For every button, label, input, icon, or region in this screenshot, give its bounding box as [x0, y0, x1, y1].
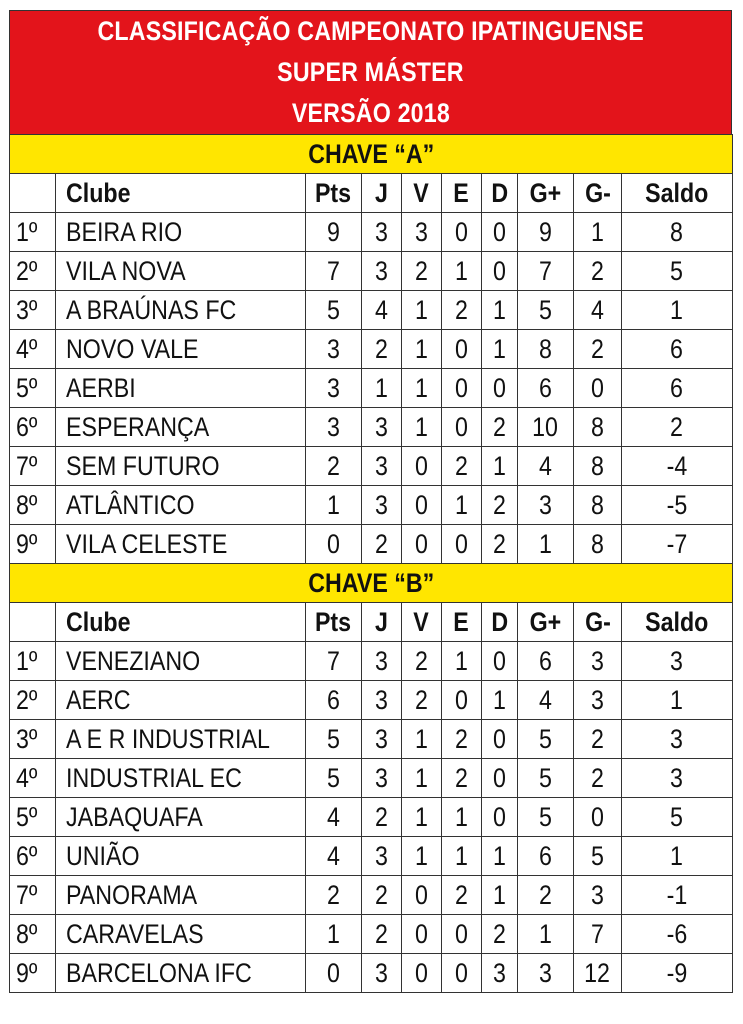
club-cell: VILA NOVA	[56, 252, 306, 291]
points-cell: 4	[306, 798, 362, 837]
wins-cell: 0	[402, 915, 442, 954]
goal-difference-cell: 3	[622, 759, 733, 798]
header-goals-against: G-	[574, 603, 622, 642]
club-cell: JABAQUAFA	[56, 798, 306, 837]
goals-against-cell: 4	[574, 291, 622, 330]
losses-cell: 0	[482, 798, 518, 837]
header-goals-against: G-	[574, 174, 622, 213]
draws-cell: 2	[442, 876, 482, 915]
points-cell: 5	[306, 291, 362, 330]
points-cell: 2	[306, 447, 362, 486]
table-row	[10, 798, 733, 837]
games-cell: 3	[362, 759, 402, 798]
goals-against-cell: 5	[574, 837, 622, 876]
goals-for-cell: 5	[518, 798, 574, 837]
games-cell: 3	[362, 681, 402, 720]
wins-cell: 0	[402, 954, 442, 993]
goals-against-cell: 8	[574, 525, 622, 564]
points-cell: 5	[306, 720, 362, 759]
goals-against-cell: 0	[574, 369, 622, 408]
club-cell: A BRAÚNAS FC	[56, 291, 306, 330]
games-cell: 3	[362, 837, 402, 876]
table-row	[10, 720, 733, 759]
goals-against-cell: 2	[574, 330, 622, 369]
points-cell: 7	[306, 252, 362, 291]
goal-difference-cell: -6	[622, 915, 733, 954]
goal-difference-cell: -7	[622, 525, 733, 564]
position-cell: 8º	[10, 486, 56, 525]
position-cell: 1º	[10, 642, 56, 681]
position-cell: 6º	[10, 837, 56, 876]
goal-difference-cell: -5	[622, 486, 733, 525]
goals-for-cell: 8	[518, 330, 574, 369]
header-goal-difference: Saldo	[622, 603, 733, 642]
goals-against-cell: 3	[574, 681, 622, 720]
goals-for-cell: 1	[518, 525, 574, 564]
losses-cell: 0	[482, 369, 518, 408]
table-row	[10, 954, 733, 993]
club-cell: AERC	[56, 681, 306, 720]
games-cell: 3	[362, 486, 402, 525]
group-header-row	[10, 135, 733, 174]
wins-cell: 0	[402, 486, 442, 525]
games-cell: 2	[362, 525, 402, 564]
losses-cell: 0	[482, 759, 518, 798]
wins-cell: 1	[402, 759, 442, 798]
goal-difference-cell: -4	[622, 447, 733, 486]
wins-cell: 2	[402, 642, 442, 681]
losses-cell: 2	[482, 915, 518, 954]
goals-for-cell: 5	[518, 759, 574, 798]
games-cell: 3	[362, 954, 402, 993]
goal-difference-cell: 1	[622, 681, 733, 720]
column-header-row	[10, 603, 733, 642]
club-cell: CARAVELAS	[56, 915, 306, 954]
goals-against-cell: 0	[574, 798, 622, 837]
title-line-3: VERSÃO 2018	[291, 98, 450, 128]
goals-against-cell: 7	[574, 915, 622, 954]
position-cell: 6º	[10, 408, 56, 447]
table-row	[10, 759, 733, 798]
draws-cell: 1	[442, 798, 482, 837]
losses-cell: 2	[482, 525, 518, 564]
losses-cell: 3	[482, 954, 518, 993]
draws-cell: 1	[442, 252, 482, 291]
goal-difference-cell: 2	[622, 408, 733, 447]
goals-for-cell: 5	[518, 291, 574, 330]
goals-against-cell: 2	[574, 252, 622, 291]
table-row	[10, 408, 733, 447]
draws-cell: 2	[442, 759, 482, 798]
club-cell: INDUSTRIAL EC	[56, 759, 306, 798]
club-cell: AERBI	[56, 369, 306, 408]
goals-against-cell: 2	[574, 720, 622, 759]
draws-cell: 0	[442, 954, 482, 993]
goals-for-cell: 5	[518, 720, 574, 759]
goal-difference-cell: 5	[622, 798, 733, 837]
goal-difference-cell: -9	[622, 954, 733, 993]
losses-cell: 1	[482, 447, 518, 486]
games-cell: 3	[362, 252, 402, 291]
draws-cell: 0	[442, 213, 482, 252]
goals-for-cell: 7	[518, 252, 574, 291]
header-points: Pts	[306, 603, 362, 642]
draws-cell: 0	[442, 525, 482, 564]
goals-against-cell: 1	[574, 213, 622, 252]
draws-cell: 0	[442, 681, 482, 720]
games-cell: 2	[362, 915, 402, 954]
header-games: J	[362, 174, 402, 213]
table-row	[10, 369, 733, 408]
wins-cell: 3	[402, 213, 442, 252]
points-cell: 6	[306, 681, 362, 720]
position-cell: 7º	[10, 876, 56, 915]
games-cell: 2	[362, 876, 402, 915]
draws-cell: 2	[442, 291, 482, 330]
wins-cell: 1	[402, 330, 442, 369]
title-line-1: CLASSIFICAÇÃO CAMPEONATO IPATINGUENSE	[97, 16, 644, 46]
header-points: Pts	[306, 174, 362, 213]
goal-difference-cell: 3	[622, 720, 733, 759]
club-cell: NOVO VALE	[56, 330, 306, 369]
draws-cell: 0	[442, 369, 482, 408]
goal-difference-cell: 1	[622, 291, 733, 330]
losses-cell: 1	[482, 837, 518, 876]
standings-sheet	[9, 10, 732, 993]
header-blank	[10, 174, 56, 213]
goal-difference-cell: 5	[622, 252, 733, 291]
club-cell: SEM FUTURO	[56, 447, 306, 486]
wins-cell: 1	[402, 291, 442, 330]
header-losses: D	[482, 603, 518, 642]
losses-cell: 1	[482, 681, 518, 720]
goal-difference-cell: 8	[622, 213, 733, 252]
points-cell: 4	[306, 837, 362, 876]
goals-for-cell: 9	[518, 213, 574, 252]
position-cell: 2º	[10, 252, 56, 291]
points-cell: 3	[306, 408, 362, 447]
header-club: Clube	[56, 603, 306, 642]
position-cell: 8º	[10, 915, 56, 954]
points-cell: 7	[306, 642, 362, 681]
table-row	[10, 876, 733, 915]
table-row	[10, 447, 733, 486]
header-goals-for: G+	[518, 174, 574, 213]
goals-for-cell: 3	[518, 486, 574, 525]
goals-against-cell: 8	[574, 408, 622, 447]
header-blank	[10, 603, 56, 642]
goals-for-cell: 1	[518, 915, 574, 954]
club-cell: VENEZIANO	[56, 642, 306, 681]
games-cell: 1	[362, 369, 402, 408]
goal-difference-cell: 6	[622, 369, 733, 408]
club-cell: ESPERANÇA	[56, 408, 306, 447]
goals-for-cell: 6	[518, 369, 574, 408]
header-games: J	[362, 603, 402, 642]
points-cell: 3	[306, 369, 362, 408]
losses-cell: 1	[482, 330, 518, 369]
games-cell: 3	[362, 213, 402, 252]
position-cell: 5º	[10, 369, 56, 408]
header-club: Clube	[56, 174, 306, 213]
position-cell: 1º	[10, 213, 56, 252]
club-cell: VILA CELESTE	[56, 525, 306, 564]
standings-table	[9, 134, 733, 993]
club-cell: PANORAMA	[56, 876, 306, 915]
wins-cell: 0	[402, 447, 442, 486]
position-cell: 4º	[10, 759, 56, 798]
goal-difference-cell: -1	[622, 876, 733, 915]
goals-for-cell: 6	[518, 642, 574, 681]
points-cell: 1	[306, 486, 362, 525]
points-cell: 1	[306, 915, 362, 954]
points-cell: 0	[306, 525, 362, 564]
goals-for-cell: 2	[518, 876, 574, 915]
position-cell: 9º	[10, 954, 56, 993]
table-row	[10, 681, 733, 720]
losses-cell: 0	[482, 213, 518, 252]
table-row	[10, 915, 733, 954]
wins-cell: 1	[402, 720, 442, 759]
group-title: CHAVE “A”	[10, 135, 733, 174]
wins-cell: 2	[402, 252, 442, 291]
wins-cell: 1	[402, 837, 442, 876]
games-cell: 3	[362, 447, 402, 486]
draws-cell: 2	[442, 720, 482, 759]
club-cell: BEIRA RIO	[56, 213, 306, 252]
goals-against-cell: 8	[574, 447, 622, 486]
losses-cell: 0	[482, 642, 518, 681]
goals-against-cell: 2	[574, 759, 622, 798]
losses-cell: 0	[482, 252, 518, 291]
position-cell: 2º	[10, 681, 56, 720]
losses-cell: 1	[482, 291, 518, 330]
goal-difference-cell: 1	[622, 837, 733, 876]
losses-cell: 0	[482, 720, 518, 759]
goals-against-cell: 8	[574, 486, 622, 525]
points-cell: 3	[306, 330, 362, 369]
losses-cell: 2	[482, 486, 518, 525]
header-losses: D	[482, 174, 518, 213]
position-cell: 4º	[10, 330, 56, 369]
header-draws: E	[442, 174, 482, 213]
goals-against-cell: 3	[574, 642, 622, 681]
draws-cell: 0	[442, 915, 482, 954]
wins-cell: 1	[402, 369, 442, 408]
games-cell: 3	[362, 720, 402, 759]
goals-for-cell: 4	[518, 447, 574, 486]
header-draws: E	[442, 603, 482, 642]
points-cell: 2	[306, 876, 362, 915]
club-cell: ATLÂNTICO	[56, 486, 306, 525]
points-cell: 0	[306, 954, 362, 993]
games-cell: 3	[362, 642, 402, 681]
wins-cell: 0	[402, 876, 442, 915]
draws-cell: 1	[442, 837, 482, 876]
games-cell: 4	[362, 291, 402, 330]
club-cell: UNIÃO	[56, 837, 306, 876]
points-cell: 5	[306, 759, 362, 798]
title-banner	[9, 10, 732, 134]
draws-cell: 1	[442, 486, 482, 525]
goals-for-cell: 4	[518, 681, 574, 720]
table-row	[10, 291, 733, 330]
position-cell: 3º	[10, 291, 56, 330]
position-cell: 7º	[10, 447, 56, 486]
club-cell: BARCELONA IFC	[56, 954, 306, 993]
losses-cell: 1	[482, 876, 518, 915]
group-title: CHAVE “B”	[10, 564, 733, 603]
table-row	[10, 252, 733, 291]
goals-against-cell: 12	[574, 954, 622, 993]
goals-for-cell: 3	[518, 954, 574, 993]
goals-against-cell: 3	[574, 876, 622, 915]
position-cell: 5º	[10, 798, 56, 837]
losses-cell: 2	[482, 408, 518, 447]
games-cell: 3	[362, 408, 402, 447]
wins-cell: 1	[402, 408, 442, 447]
position-cell: 3º	[10, 720, 56, 759]
games-cell: 2	[362, 798, 402, 837]
goal-difference-cell: 6	[622, 330, 733, 369]
draws-cell: 2	[442, 447, 482, 486]
table-row	[10, 525, 733, 564]
header-goal-difference: Saldo	[622, 174, 733, 213]
wins-cell: 2	[402, 681, 442, 720]
header-wins: V	[402, 603, 442, 642]
draws-cell: 0	[442, 330, 482, 369]
club-cell: A E R INDUSTRIAL	[56, 720, 306, 759]
points-cell: 9	[306, 213, 362, 252]
table-row	[10, 837, 733, 876]
wins-cell: 1	[402, 798, 442, 837]
title-line-2: SUPER MÁSTER	[277, 57, 464, 87]
group-header-row	[10, 564, 733, 603]
table-row	[10, 213, 733, 252]
header-goals-for: G+	[518, 603, 574, 642]
draws-cell: 0	[442, 408, 482, 447]
goals-for-cell: 10	[518, 408, 574, 447]
goals-for-cell: 6	[518, 837, 574, 876]
table-row	[10, 330, 733, 369]
column-header-row	[10, 174, 733, 213]
draws-cell: 1	[442, 642, 482, 681]
position-cell: 9º	[10, 525, 56, 564]
header-wins: V	[402, 174, 442, 213]
table-row	[10, 642, 733, 681]
table-row	[10, 486, 733, 525]
wins-cell: 0	[402, 525, 442, 564]
goal-difference-cell: 3	[622, 642, 733, 681]
games-cell: 2	[362, 330, 402, 369]
